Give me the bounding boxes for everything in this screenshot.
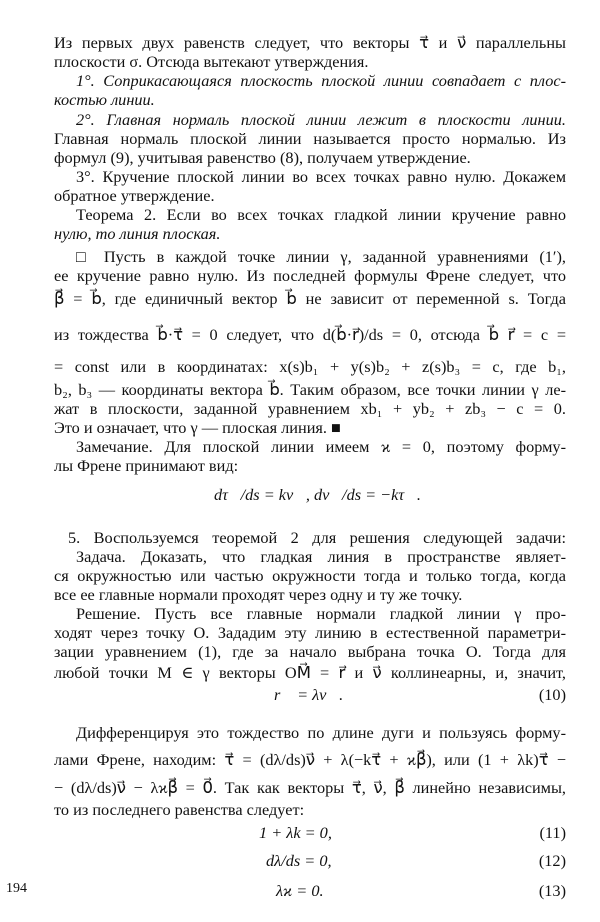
proof-start: □ Пусть в каждой точке линии γ, заданной уравнениями (1′), xyxy=(76,247,566,266)
section-5: 5. Воспользуемся теоремой 2 для решения следующей задачи: xyxy=(68,528,566,547)
text-line: β⃗ = b⃗, где единичный вектор b⃗ не зависит от переменной s. Тогда xyxy=(54,289,566,308)
equation-number: (11) xyxy=(539,823,566,842)
text-line: ходят через точку O. Зададим эту линию в естественной параметри- xyxy=(54,623,566,642)
equation-text: λϰ = 0. xyxy=(276,881,324,900)
statement-1-cont: костью линии. xyxy=(54,90,155,109)
equation-text: r⃗ = λν⃗. xyxy=(274,685,344,704)
text-line: ся окружностью или частью окружности тогда и только тогда, когда xyxy=(54,566,566,585)
text-line: Это и означает, что γ — плоская линия. ■ xyxy=(54,418,341,437)
statement-1: 1°. Соприкасающаяся плоскость плоской линии совпадает с плос- xyxy=(76,71,566,90)
equation-text: 1 + λk = 0, xyxy=(259,823,332,842)
text-line: лы Френе принимают вид: xyxy=(54,456,239,475)
theorem-2-cont: нулю, то линия плоская. xyxy=(54,224,221,243)
page-number: 194 xyxy=(6,881,27,896)
equation-number: (12) xyxy=(538,851,566,870)
equation-text: dτ⃗/ds = kν⃗, dν⃗/ds = −kτ⃗. xyxy=(214,485,421,504)
text-line: зации уравнением (1), где за начало выбрана точка O. Тогда для xyxy=(54,642,566,661)
text-line: из тождества b⃗·τ⃗ = 0 следует, что d(b⃗·r⃗)/ds = 0, отсюда b⃗ r⃗ = c = xyxy=(54,325,566,344)
equation-number: (10) xyxy=(538,685,566,704)
text-line: Главная нормаль плоской линии называется просто нормалью. Из xyxy=(54,129,566,148)
text-line: Дифференцируя это тождество по длине дуги и пользуясь форму- xyxy=(76,723,566,742)
theorem-2: Теорема 2. Если во всех точках гладкой линии кручение равно xyxy=(76,205,566,224)
text-line: жат в плоскости, заданной уравнением xb₁ + yb₂ + zb₃ − c = 0. xyxy=(54,399,566,418)
text-line: − (dλ/ds)ν⃗ − λϰβ⃗ = 0⃗. Так как векторы τ⃗, ν⃗, β⃗ линейно независимы, xyxy=(54,778,566,797)
text-line: любой точки M ∈ γ векторы OM⃗ = r⃗ и ν⃗ коллинеарны, и, значит, xyxy=(54,663,566,682)
equation-text: dλ/ds = 0, xyxy=(266,851,332,870)
text-line: плоскости σ. Отсюда вытекают утверждения. xyxy=(54,52,369,71)
solution: Решение. Пусть все главные нормали гладкой линии γ про- xyxy=(76,604,566,623)
text-line: лами Френе, находим: τ⃗ = (dλ/ds)ν⃗ + λ(−kτ⃗ + ϰβ⃗), или (1 + λk)τ⃗ − xyxy=(54,750,566,769)
text-line: = const или в координатах: x(s)b₁ + y(s)b₂ + z(s)b₃ = c, где b₁, xyxy=(54,357,566,376)
text-line: все ее главные нормали проходят через одну и ту же точку. xyxy=(54,585,463,604)
equation-number: (13) xyxy=(538,881,566,900)
text-line: обратное утверждение. xyxy=(54,186,215,205)
statement-2: 2°. Главная нормаль плоской линии лежит в плоскости линии. xyxy=(76,110,566,129)
statement-3: 3°. Кручение плоской линии во всех точках равно нулю. Докажем xyxy=(76,167,566,186)
text-line: ее кручение равно нулю. Из последней формулы Френе следует, что xyxy=(54,266,566,285)
problem: Задача. Доказать, что гладкая линия в пространстве являет- xyxy=(76,547,566,566)
text-line: Из первых двух равенств следует, что векторы τ⃗ и ν⃗ параллельны xyxy=(54,33,566,52)
text-line: формул (9), учитывая равенство (8), получаем утверждение. xyxy=(54,148,471,167)
remark: Замечание. Для плоской линии имеем ϰ = 0, поэтому форму- xyxy=(76,437,566,456)
text-line: то из последнего равенства следует: xyxy=(54,800,305,819)
text-line: b₂, b₃ — координаты вектора b⃗. Таким образом, все точки линии γ ле- xyxy=(54,380,566,399)
